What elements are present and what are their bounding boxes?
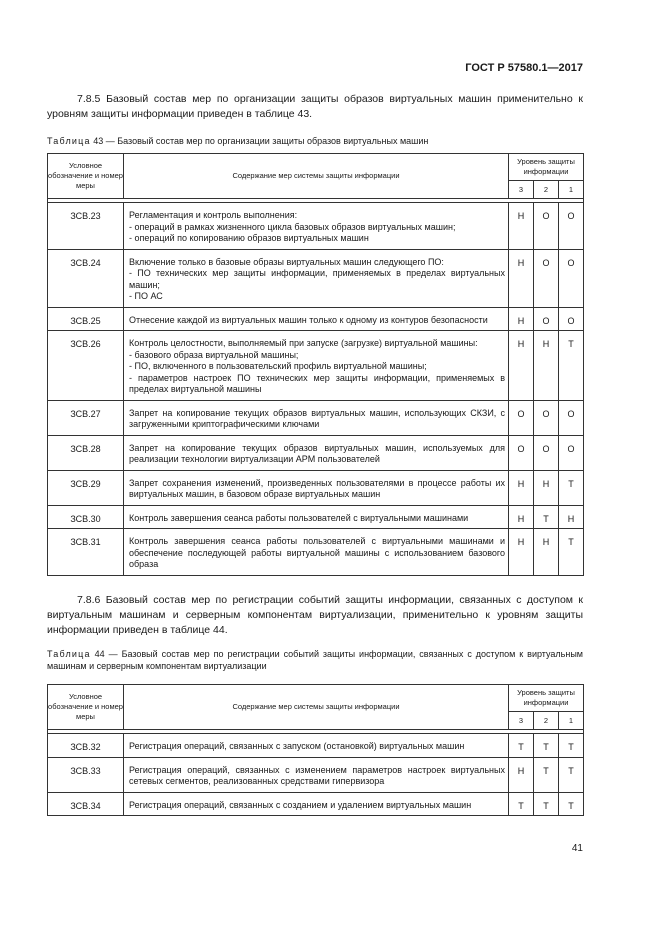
table-44 — [47, 684, 584, 816]
measure-code: ЗСВ.28 — [48, 435, 124, 470]
table-row — [48, 734, 584, 758]
measure-code: ЗСВ.31 — [48, 529, 124, 576]
measure-content: Регистрация операций, связанных с запуском (остановкой) виртуальных машин — [124, 734, 509, 758]
table-43 — [47, 153, 584, 576]
header-content: Содержание мер системы защиты информации — [124, 685, 509, 730]
table-43-caption — [47, 135, 583, 147]
level-3-value: Н — [509, 470, 534, 505]
level-1-value: Т — [559, 734, 584, 758]
level-3-value: Н — [509, 331, 534, 401]
caption-label: Таблица — [47, 136, 91, 146]
level-2-value: Т — [534, 505, 559, 529]
level-1-value: Т — [559, 757, 584, 792]
caption-text: 43 — Базовый состав мер по организации защиты образов виртуальных машин — [93, 136, 429, 146]
measure-content: Регистрация операций, связанных с изменением параметров настроек виртуальных сетевых сегментов, реализованных средствами гипервизора — [124, 757, 509, 792]
header-level-2: 2 — [534, 712, 559, 730]
level-3-value: Н — [509, 203, 534, 250]
measure-code: ЗСВ.23 — [48, 203, 124, 250]
measure-code: ЗСВ.34 — [48, 792, 124, 816]
level-1-value: О — [559, 203, 584, 250]
table-row — [48, 331, 584, 401]
header-level-2: 2 — [534, 181, 559, 199]
document-id: ГОСТ Р 57580.1—2017 — [465, 62, 583, 74]
header-code: Условное обозначение и номер меры — [48, 685, 124, 730]
measure-code: ЗСВ.24 — [48, 249, 124, 307]
level-3-value: Т — [509, 792, 534, 816]
header-content: Содержание мер системы защиты информации — [124, 154, 509, 199]
measure-content: Запрет сохранения изменений, произведенных пользователями в процессе работы их виртуальных машин, в базовом образе виртуальных машин — [124, 470, 509, 505]
level-2-value: Н — [534, 470, 559, 505]
level-2-value: О — [534, 400, 559, 435]
measure-code: ЗСВ.33 — [48, 757, 124, 792]
level-2-value: О — [534, 203, 559, 250]
paragraph-7-8-6: 7.8.6 Базовый состав мер по регистрации событий защиты информации, связанных с доступом к виртуальным машинам и серверным компонентам виртуализации, применительно к уровням защиты информации приведен в таблице 44. — [47, 594, 583, 636]
table-row — [48, 435, 584, 470]
header-level-1: 1 — [559, 712, 584, 730]
level-3-value: О — [509, 435, 534, 470]
level-3-value: Н — [509, 249, 534, 307]
measure-code: ЗСВ.25 — [48, 307, 124, 331]
level-1-value: Т — [559, 470, 584, 505]
level-3-value: Н — [509, 505, 534, 529]
header-level-3: 3 — [509, 181, 534, 199]
measure-content: Запрет на копирование текущих образов виртуальных машин, используемых для реализации технологии виртуализации АРМ пользователей — [124, 435, 509, 470]
page-number: 41 — [571, 843, 583, 854]
level-1-value: О — [559, 307, 584, 331]
header-level-1: 1 — [559, 181, 584, 199]
table-row — [48, 203, 584, 250]
table-row — [48, 505, 584, 529]
table-43-body — [48, 199, 584, 576]
measure-code: ЗСВ.29 — [48, 470, 124, 505]
measure-content: Контроль завершения сеанса работы пользователей с виртуальными машинами и обеспечение последующей работы виртуальной машины с использованием базового образа — [124, 529, 509, 576]
level-1-value: Т — [559, 529, 584, 576]
level-3-value: Н — [509, 307, 534, 331]
table-row — [48, 249, 584, 307]
table-row — [48, 470, 584, 505]
paragraph-7-8-5: 7.8.5 Базовый состав мер по организации защиты образов виртуальных машин применительно к уровням защиты информации приведен в таблице 43. — [47, 93, 583, 120]
level-2-value: О — [534, 307, 559, 331]
caption-label: Таблица — [47, 649, 91, 659]
measure-content: Контроль завершения сеанса работы пользователей с виртуальными машинами — [124, 505, 509, 529]
measure-content: Запрет на копирование текущих образов виртуальных машин, использующих СКЗИ, с загруженными криптографическими ключами — [124, 400, 509, 435]
level-2-value: Н — [534, 529, 559, 576]
table-row — [48, 307, 584, 331]
table-row — [48, 400, 584, 435]
level-1-value: О — [559, 400, 584, 435]
level-2-value: Н — [534, 331, 559, 401]
level-3-value: Т — [509, 734, 534, 758]
level-1-value: Т — [559, 331, 584, 401]
level-3-value: Н — [509, 757, 534, 792]
level-2-value: О — [534, 435, 559, 470]
header-level-3: 3 — [509, 712, 534, 730]
table-row — [48, 792, 584, 816]
measure-code: ЗСВ.26 — [48, 331, 124, 401]
level-2-value: Т — [534, 757, 559, 792]
table-44-body — [48, 730, 584, 816]
measure-content: Регистрация операций, связанных с созданием и удалением виртуальных машин — [124, 792, 509, 816]
level-1-value: О — [559, 249, 584, 307]
level-3-value: Н — [509, 529, 534, 576]
level-2-value: Т — [534, 792, 559, 816]
level-1-value: О — [559, 435, 584, 470]
measure-content: Отнесение каждой из виртуальных машин только к одному из контуров безопасности — [124, 307, 509, 331]
level-1-value: Н — [559, 505, 584, 529]
table-row — [48, 529, 584, 576]
table-44-caption — [47, 648, 583, 672]
measure-content: Регламентация и контроль выполнения: - операций в рамках жизненного цикла базовых образов виртуальных машин; - операций по копированию образов виртуальных машин — [124, 203, 509, 250]
header-code: Условное обозначение и номер меры — [48, 154, 124, 199]
level-2-value: Т — [534, 734, 559, 758]
level-1-value: Т — [559, 792, 584, 816]
level-2-value: О — [534, 249, 559, 307]
measure-code: ЗСВ.32 — [48, 734, 124, 758]
measure-code: ЗСВ.30 — [48, 505, 124, 529]
caption-text: 44 — Базовый состав мер по регистрации событий защиты информации, связанных с доступом к виртуальным машинам и серверным компонентам виртуализации — [47, 649, 583, 671]
table-row — [48, 757, 584, 792]
measure-content: Контроль целостности, выполняемый при запуске (загрузке) виртуальной машины: - базового образа виртуальной машины; - ПО, включенного в пользовательский профиль виртуальной машины; - параметров настроек ПО технических мер защиты информации, применяемых в пределах виртуальной машины — [124, 331, 509, 401]
level-3-value: О — [509, 400, 534, 435]
measure-code: ЗСВ.27 — [48, 400, 124, 435]
measure-content: Включение только в базовые образы виртуальных машин следующего ПО: - ПО технических мер защиты информации, применяемых в пределах виртуальных машин; - ПО АС — [124, 249, 509, 307]
header-levels: Уровень защиты информации — [509, 685, 584, 712]
header-levels: Уровень защиты информации — [509, 154, 584, 181]
